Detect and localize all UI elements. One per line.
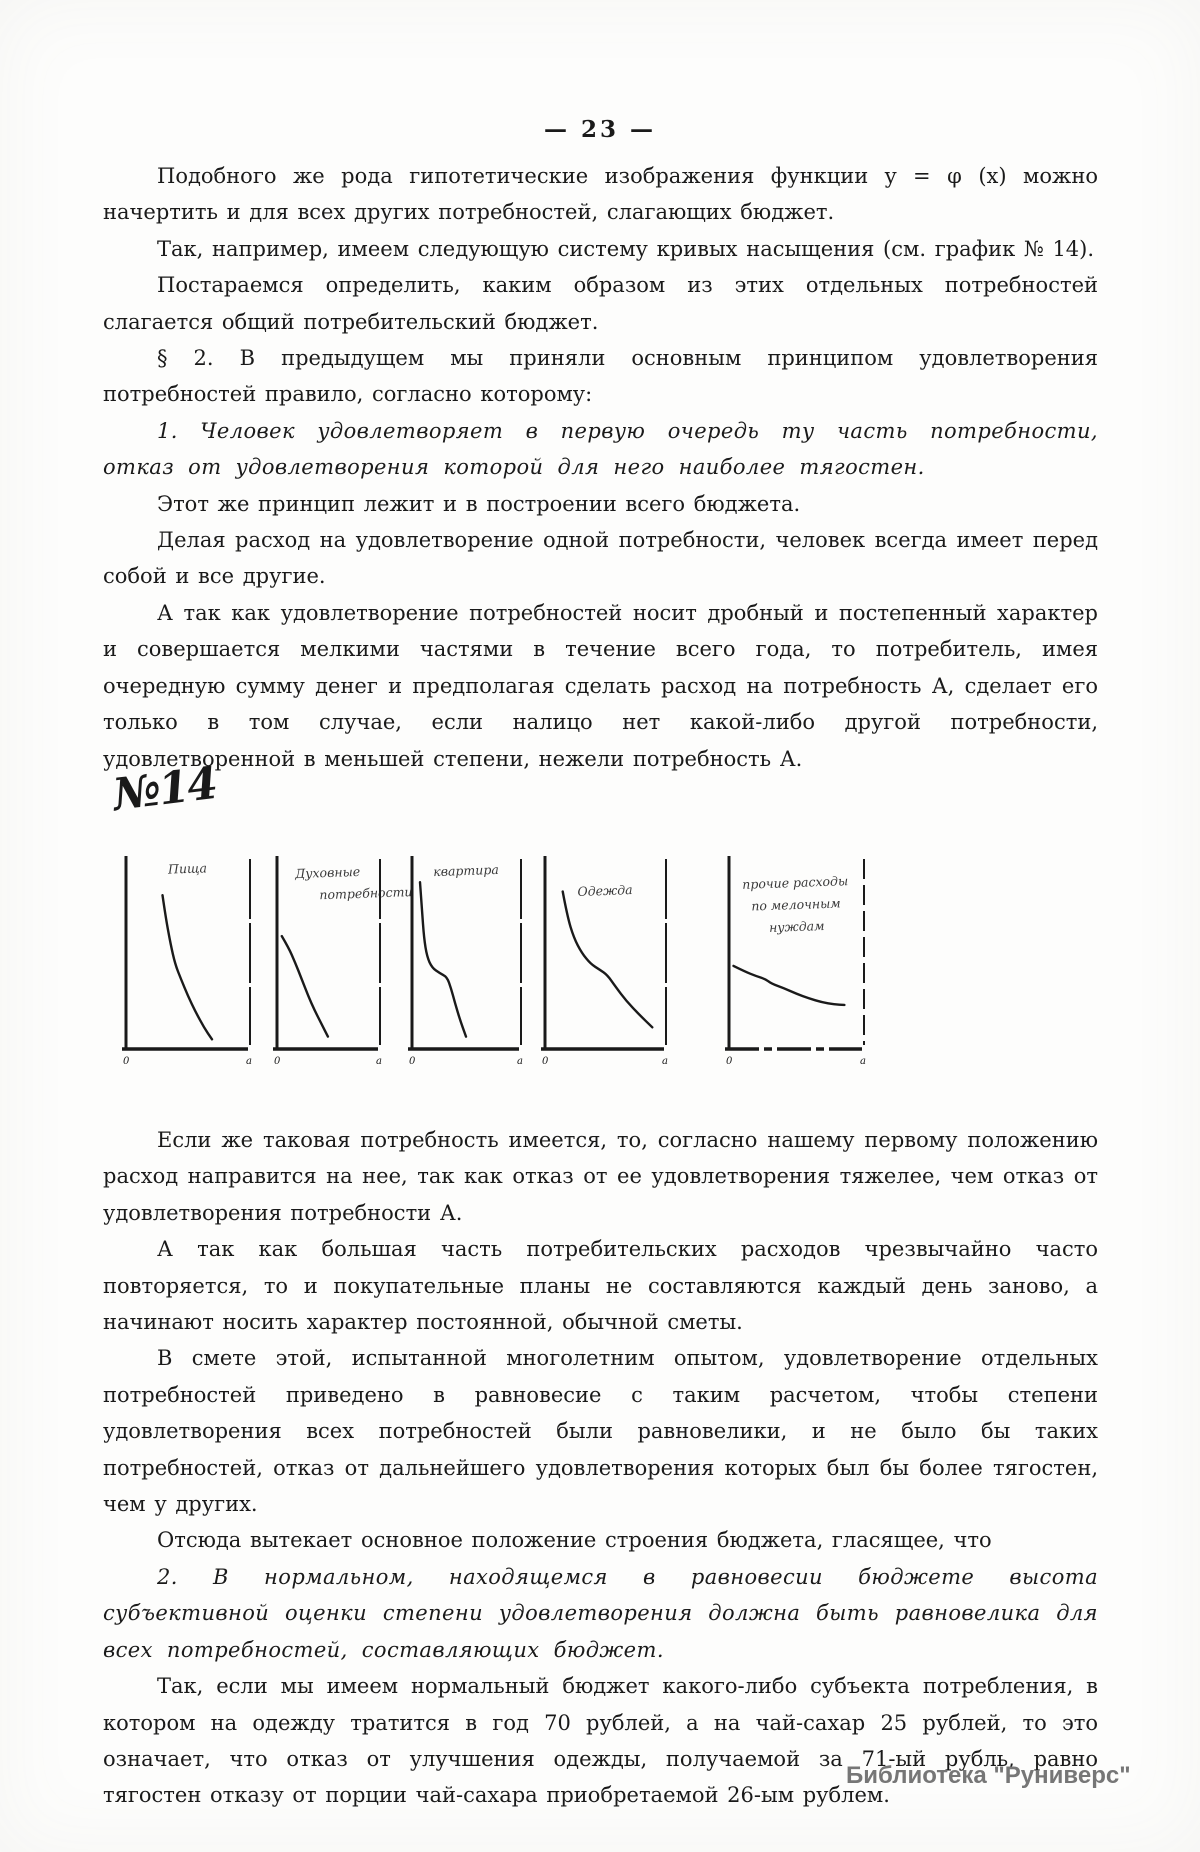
figure-label: №14 xyxy=(110,757,219,822)
axis-mark: 0 xyxy=(409,1056,416,1067)
axis-mark: 0 xyxy=(123,1056,130,1067)
saturation-curve xyxy=(734,966,845,1005)
figure-14 xyxy=(103,757,1123,1104)
saturation-chart xyxy=(408,854,524,1068)
paragraph: Так, если мы имеем нормальный бюджет какого-либо субъекта потребления, в котором на одежду тратится в год 70 рублей, а на чай-сахар 25 рублей, то это означает, что отказ от улучшения одежды, получаемой за 71-ый рубль, равно тягостен отказу от порции чай-сахара приобретаемой 26-ым рублем. xyxy=(103,1674,1098,1808)
figure-panel-3 xyxy=(408,854,524,1068)
saturation-chart xyxy=(273,854,413,1068)
text-block-bottom xyxy=(103,1122,1098,1814)
paragraph: А так как удовлетворение потребностей носит дробный и постепенный характер и совершается мелкими частями в течение всего года, то потребитель, имея очередную сумму денег и предполагая сделать расход на потребность А, сделает его только в том случае, если налицо нет какой-либо другой потребности, удовлетворенной в меньшей степени, нежели потребность А. xyxy=(103,600,1098,771)
axis-mark: 0 xyxy=(726,1056,733,1067)
paragraph: Подобного же рода гипотетические изображения функции y = φ (x) можно начертить и для всех других потребностей, слагающих бюджет. xyxy=(103,164,1098,225)
paragraph: В смете этой, испытанной многолетним опытом, удовлетворение отдельных потребностей приведено в равновесие с таким расчетом, чтобы степени удовлетворения всех потребностей были равновелики, и не было бы таких потребностей, отказ от дальнейшего удовлетворения которых был бы более тягостен, чем у других. xyxy=(103,1346,1098,1517)
panel-title: квартира xyxy=(432,861,500,880)
saturation-curve xyxy=(282,936,328,1037)
axis-mark: 0 xyxy=(274,1056,281,1067)
paragraph: Так, например, имеем следующую систему кривых насыщения (см. график № 14). xyxy=(157,236,1095,261)
axis-mark: a xyxy=(662,1056,668,1067)
panel-title: прочие расходы по мелочным нуждам xyxy=(742,873,849,935)
paragraph: 1. Человек удовлетворяет в первую очередь ту часть потребности, отказ от удовлетворения которой для него наиболее тягостен. xyxy=(103,418,1098,480)
text-block-top xyxy=(103,158,1098,777)
paragraph: § 2. В предыдущем мы приняли основным принципом удовлетворения потребностей правило, согласно которому: xyxy=(103,346,1098,407)
axis-mark: a xyxy=(246,1056,252,1067)
axis-mark: a xyxy=(376,1056,382,1067)
saturation-curve xyxy=(163,895,213,1039)
figure-panel-2 xyxy=(273,854,413,1068)
watermark: Библиотека "Руниверс" xyxy=(846,1762,1131,1789)
axis-mark: 0 xyxy=(542,1056,549,1067)
saturation-chart xyxy=(725,854,867,1068)
paragraph: Если же таковая потребность имеется, то, согласно нашему первому положению расход направится на нее, так как отказ от ее удовлетворения тяжелее, чем отказ от удовлетворения потребности А. xyxy=(103,1128,1098,1225)
saturation-chart xyxy=(122,854,253,1068)
figure-panel-5 xyxy=(725,854,867,1068)
page-number: — 23 — xyxy=(543,116,657,143)
panel-title: Пища xyxy=(167,860,208,877)
paragraph: А так как большая часть потребительских расходов чрезвычайно часто повторяется, то и покупательные планы не составляются каждый день заново, а начинают носить характер постоянной, обычной сметы. xyxy=(103,1237,1098,1335)
paragraph: 2. В нормальном, находящемся в равновесии бюджете высота субъективной оценки степени удовлетворения должна быть равновелика для всех потребностей, составляющих бюджет. xyxy=(103,1564,1098,1662)
paragraph: Отсюда вытекает основное положение строения бюджета, гласящее, что xyxy=(157,1528,992,1553)
panel-title: Одежда xyxy=(577,882,633,899)
saturation-chart xyxy=(541,854,669,1068)
axis-mark: a xyxy=(860,1056,866,1067)
paragraph: Делая расход на удовлетворение одной потребности, человек всегда имеет перед собой и все другие. xyxy=(103,528,1098,589)
saturation-curve xyxy=(420,882,466,1036)
paragraph: Постараемся определить, каким образом из этих отдельных потребностей слагается общий потребительский бюджет. xyxy=(103,273,1098,334)
figure-panels-row xyxy=(122,854,867,1068)
paragraph: Этот же принцип лежит и в построении всего бюджета. xyxy=(157,491,801,516)
axis-mark: a xyxy=(517,1056,523,1067)
panel-title: Духовные потребности xyxy=(294,863,413,903)
saturation-curve xyxy=(563,892,653,1028)
figure-panel-4 xyxy=(541,854,669,1068)
figure-panel-1 xyxy=(122,854,253,1068)
